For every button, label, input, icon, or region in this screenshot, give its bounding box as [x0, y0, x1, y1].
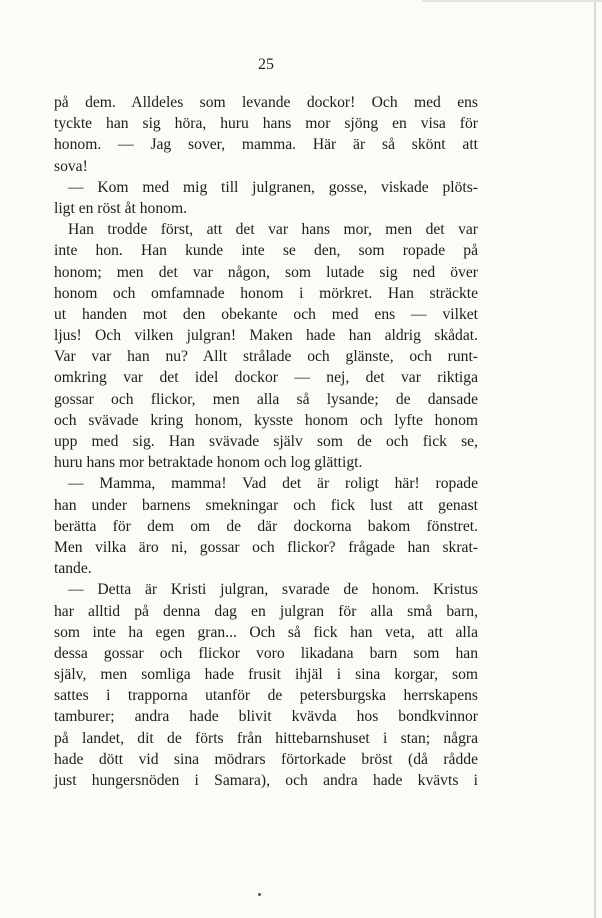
text-line: inte hon. Han kunde inte se den, som ropade på	[54, 242, 478, 260]
text-line: själv, men somliga hade frusit ihjäl i sina korgar, som	[54, 666, 478, 684]
text-line: hade dött vid sina mödrars förtorkade bröst (då rådde	[54, 750, 478, 768]
text-line: omkring var det idel dockor — nej, det var riktiga	[54, 369, 478, 387]
text-line: — Mamma, mamma! Vad det är roligt här! ropade	[68, 475, 478, 493]
text-line: honom och omfamnade honom i mörkret. Han sträckte	[54, 284, 478, 302]
text-line: dessa gossar och flickor voro likadana barn som han	[54, 644, 478, 662]
text-line: Men vilka äro ni, gossar och flickor? frågade han skrat-	[54, 538, 478, 556]
text-line: ligt en röst åt honom.	[54, 199, 187, 217]
text-line: just hungersnöden i Samara), och andra hade kvävts i	[54, 772, 478, 789]
text-line: Var var han nu? Allt strålade och glänste, och runt-	[54, 348, 478, 366]
page-number: 25	[258, 56, 274, 73]
text-line: ut handen mot den obekante och med ens — vilket	[54, 305, 478, 323]
text-line: huru hans mor betraktade honom och log glättigt.	[54, 454, 363, 472]
page-top-edge	[422, 0, 602, 2]
text-line: berätta för dem om de där dockorna bakom fönstret.	[54, 517, 478, 535]
text-line: honom. — Jag sover, mamma. Här är så skönt att	[54, 136, 478, 154]
text-line: på dem. Alldeles som levande dockor! Och med ens	[54, 94, 478, 111]
text-line: han under barnens smekningar och fick lust att genast	[54, 496, 478, 514]
text-line: tande.	[54, 560, 92, 578]
text-line: ljus! Och vilken julgran! Maken hade han aldrig skådat.	[54, 327, 478, 345]
text-line: upp med sig. Han svävade själv som de och fick se,	[54, 433, 478, 450]
text-line: — Kom med mig till julgranen, gosse, viskade plöts-	[68, 178, 478, 196]
text-line: honom; men det var någon, som lutade sig ned över	[54, 263, 478, 281]
text-line: gossar och flickor, men alla så lysande; de dansade	[54, 390, 478, 408]
text-line: tyckte han sig höra, huru hans mor sjöng en visa för	[54, 115, 478, 133]
text-line: och svävade kring honom, kysste honom och lyfte honom	[54, 411, 478, 429]
page-edge-shadow	[594, 0, 596, 918]
text-line: på landet, dit de förts från hittebarnshuset i stan; några	[54, 729, 478, 747]
body-text	[54, 92, 478, 791]
paper-speck	[258, 893, 261, 896]
text-line: har alltid på denna dag en julgran för alla små barn,	[54, 602, 478, 620]
text-line: sova!	[54, 157, 88, 175]
text-line: tamburer; andra hade blivit kvävda hos bondkvinnor	[54, 708, 478, 726]
text-line: Han trodde först, att det var hans mor, men det var	[68, 221, 478, 239]
text-line: sattes i trapporna utanför de petersburgska herrskapens	[54, 687, 478, 705]
text-line: som inte ha egen gran... Och så fick han veta, att alla	[54, 623, 478, 641]
text-line: — Detta är Kristi julgran, svarade de honom. Kristus	[68, 581, 478, 599]
